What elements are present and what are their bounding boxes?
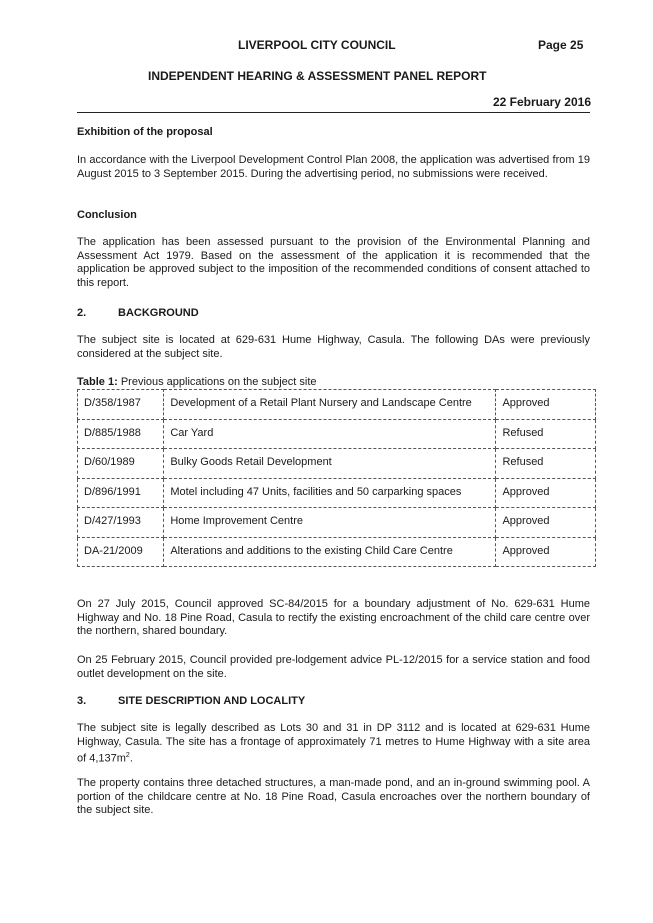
- table-caption-label: Table 1:: [77, 376, 118, 388]
- application-status: Approved: [496, 390, 596, 420]
- table-row: [78, 449, 596, 479]
- application-description: Home Improvement Centre: [164, 508, 496, 538]
- page-number: Page 25: [538, 38, 584, 52]
- application-status: Refused: [496, 449, 596, 479]
- application-ref: D/885/1988: [78, 419, 164, 449]
- area-unit-superscript: 2: [125, 752, 130, 759]
- site-description-heading: [77, 695, 305, 707]
- conclusion-paragraph: The application has been assessed pursuant to the provision of the Environmental Planning and Assessment Act 1979. Based on the assessment of the application it is recommended that the application be approved subject to the imposition of the recommended conditions of consent attached to this report.: [77, 236, 590, 289]
- site-legal-text: The subject site is legally described as Lots 30 and 31 in DP 3112 and is located at 629-631 Hume Highway, Casula. The site has a frontage of approximately 71 metres to Hume Highway with a site area of 4,137m: [77, 722, 590, 765]
- previous-applications-table: [77, 389, 596, 567]
- boundary-adjustment-paragraph: On 27 July 2015, Council approved SC-84/2015 for a boundary adjustment of No. 629-631 Hume Highway and No. 18 Pine Road, Casula to rectify the existing encroachment of the child care centre over the northern, shared boundary.: [77, 598, 590, 637]
- report-title: INDEPENDENT HEARING & ASSESSMENT PANEL REPORT: [148, 69, 487, 83]
- site-legal-paragraph: [77, 722, 590, 766]
- application-description: Development of a Retail Plant Nursery and Landscape Centre: [164, 390, 496, 420]
- table-row: [78, 390, 596, 420]
- report-date: 22 February 2016: [492, 95, 591, 109]
- application-status: Approved: [496, 478, 596, 508]
- table-caption-text: Previous applications on the subject site: [117, 376, 317, 388]
- application-description: Car Yard: [164, 419, 496, 449]
- header-divider: [77, 112, 590, 113]
- exhibition-paragraph: In accordance with the Liverpool Development Control Plan 2008, the application was advertised from 19 August 2015 to 3 September 2015. During the advertising period, no submissions were received.: [77, 154, 590, 180]
- site-description-title: SITE DESCRIPTION AND LOCALITY: [118, 695, 306, 707]
- table-row: [78, 478, 596, 508]
- table-row: [78, 419, 596, 449]
- site-description-number: 3.: [77, 695, 87, 707]
- application-status: Approved: [496, 508, 596, 538]
- background-title: BACKGROUND: [118, 307, 199, 319]
- application-status: Refused: [496, 419, 596, 449]
- application-ref: D/60/1989: [78, 449, 164, 479]
- background-heading: [77, 307, 199, 319]
- application-ref: D/358/1987: [78, 390, 164, 420]
- application-ref: D/896/1991: [78, 478, 164, 508]
- background-intro: The subject site is located at 629-631 Hume Highway, Casula. The following DAs were previously considered at the subject site.: [77, 334, 590, 360]
- background-number: 2.: [77, 307, 87, 319]
- table-row: [78, 508, 596, 538]
- table-row: [78, 537, 596, 567]
- application-ref: DA-21/2009: [78, 537, 164, 567]
- table-caption: [77, 376, 317, 388]
- site-structures-paragraph: The property contains three detached structures, a man-made pond, and an in-ground swimming pool. A portion of the childcare centre at No. 18 Pine Road, Casula encroaches over the northern boundary of the subject site.: [77, 777, 590, 816]
- application-description: Bulky Goods Retail Development: [164, 449, 496, 479]
- application-status: Approved: [496, 537, 596, 567]
- application-ref: D/427/1993: [78, 508, 164, 538]
- application-description: Motel including 47 Units, facilities and 50 carparking spaces: [164, 478, 496, 508]
- prelodgement-paragraph: On 25 February 2015, Council provided pre-lodgement advice PL-12/2015 for a service station and food outlet development on the site.: [77, 654, 590, 680]
- application-description: Alterations and additions to the existing Child Care Centre: [164, 537, 496, 567]
- conclusion-heading: Conclusion: [77, 209, 137, 221]
- site-legal-end: .: [129, 752, 133, 765]
- council-name: LIVERPOOL CITY COUNCIL: [238, 38, 396, 52]
- exhibition-heading: Exhibition of the proposal: [77, 126, 213, 138]
